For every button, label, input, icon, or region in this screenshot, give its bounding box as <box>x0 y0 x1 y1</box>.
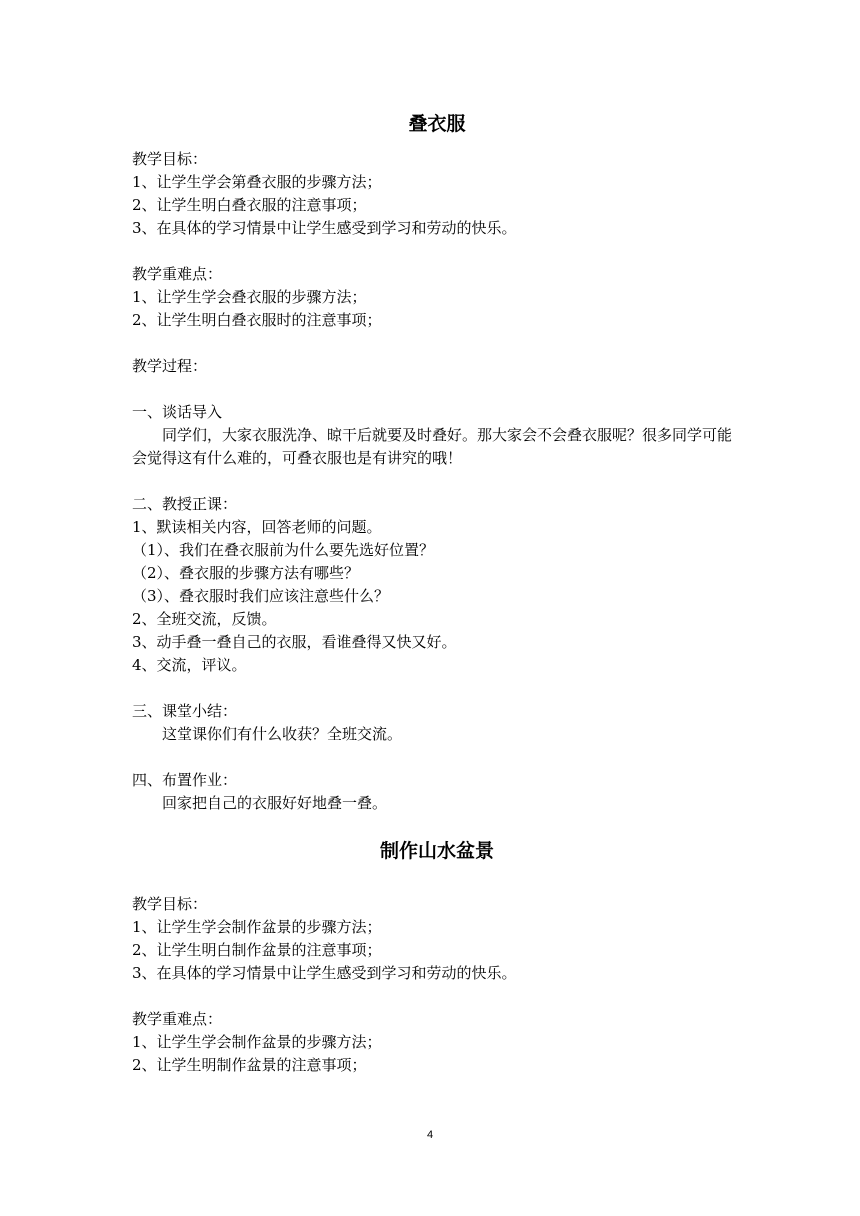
goal-item: 2、让学生明白制作盆景的注意事项； <box>132 941 382 959</box>
goals-heading: 教学目标： <box>132 895 208 913</box>
part2-item: 2、全班交流，反馈。 <box>132 610 277 628</box>
part1-paragraph: 同学们，大家衣服洗净、晾干后就要及时叠好。那大家会不会叠衣服呢？很多同学可能会觉得这有什么难的，可叠衣服也是有讲究的哦！ <box>132 426 733 467</box>
keypoint-item: 1、让学生学会制作盆景的步骤方法； <box>132 1033 382 1051</box>
spacer <box>132 470 742 493</box>
part2-item: 1、默读相关内容，回答老师的问题。 <box>132 518 382 536</box>
part4-heading: 四、布置作业： <box>132 771 238 789</box>
part1-heading: 一、谈话导入 <box>132 403 223 421</box>
spacer <box>132 332 742 355</box>
spacer <box>132 378 742 401</box>
spacer <box>132 746 742 769</box>
goal-item: 3、在具体的学习情景中让学生感受到学习和劳动的快乐。 <box>132 964 517 982</box>
goal-item: 1、让学生学会第叠衣服的步骤方法； <box>132 173 382 191</box>
keypoint-item: 1、让学生学会叠衣服的步骤方法； <box>132 288 367 306</box>
keypoints-heading: 教学重难点： <box>132 265 223 283</box>
part3-text: 这堂课你们有什么收获？全班交流。 <box>162 725 403 743</box>
part2-heading: 二、教授正课： <box>132 495 238 513</box>
section-title-landscape-bonsai: 制作山水盆景 <box>379 840 494 862</box>
part2-item: 4、交流，评议。 <box>132 656 247 674</box>
page-number: 4 <box>426 1129 434 1141</box>
part2-item: 3、动手叠一叠自己的衣服，看谁叠得又快又好。 <box>132 633 457 651</box>
keypoint-item: 2、让学生明白叠衣服时的注意事项； <box>132 311 382 329</box>
process-heading: 教学过程： <box>132 357 208 375</box>
part2-item: （3）、叠衣服时我们应该注意些什么？ <box>132 587 390 605</box>
part2-item: （1）、我们在叠衣服前为什么要先选好位置？ <box>132 541 435 559</box>
part2-item: （2）、叠衣服的步骤方法有哪些？ <box>132 564 360 582</box>
goal-item: 2、让学生明白叠衣服的注意事项； <box>132 196 367 214</box>
section-title-folding-clothes: 叠衣服 <box>408 113 466 135</box>
spacer <box>132 240 742 263</box>
part4-text: 回家把自己的衣服好好地叠一叠。 <box>162 794 388 812</box>
spacer <box>132 677 742 700</box>
part3-heading: 三、课堂小结： <box>132 702 238 720</box>
goal-item: 1、让学生学会制作盆景的步骤方法； <box>132 918 382 936</box>
spacer <box>132 985 742 1008</box>
goals-heading: 教学目标： <box>132 150 208 168</box>
page-content <box>132 110 742 1077</box>
keypoints-heading: 教学重难点： <box>132 1010 223 1028</box>
keypoint-item: 2、让学生明制作盆景的注意事项； <box>132 1056 367 1074</box>
goal-item: 3、在具体的学习情景中让学生感受到学习和劳动的快乐。 <box>132 219 517 237</box>
